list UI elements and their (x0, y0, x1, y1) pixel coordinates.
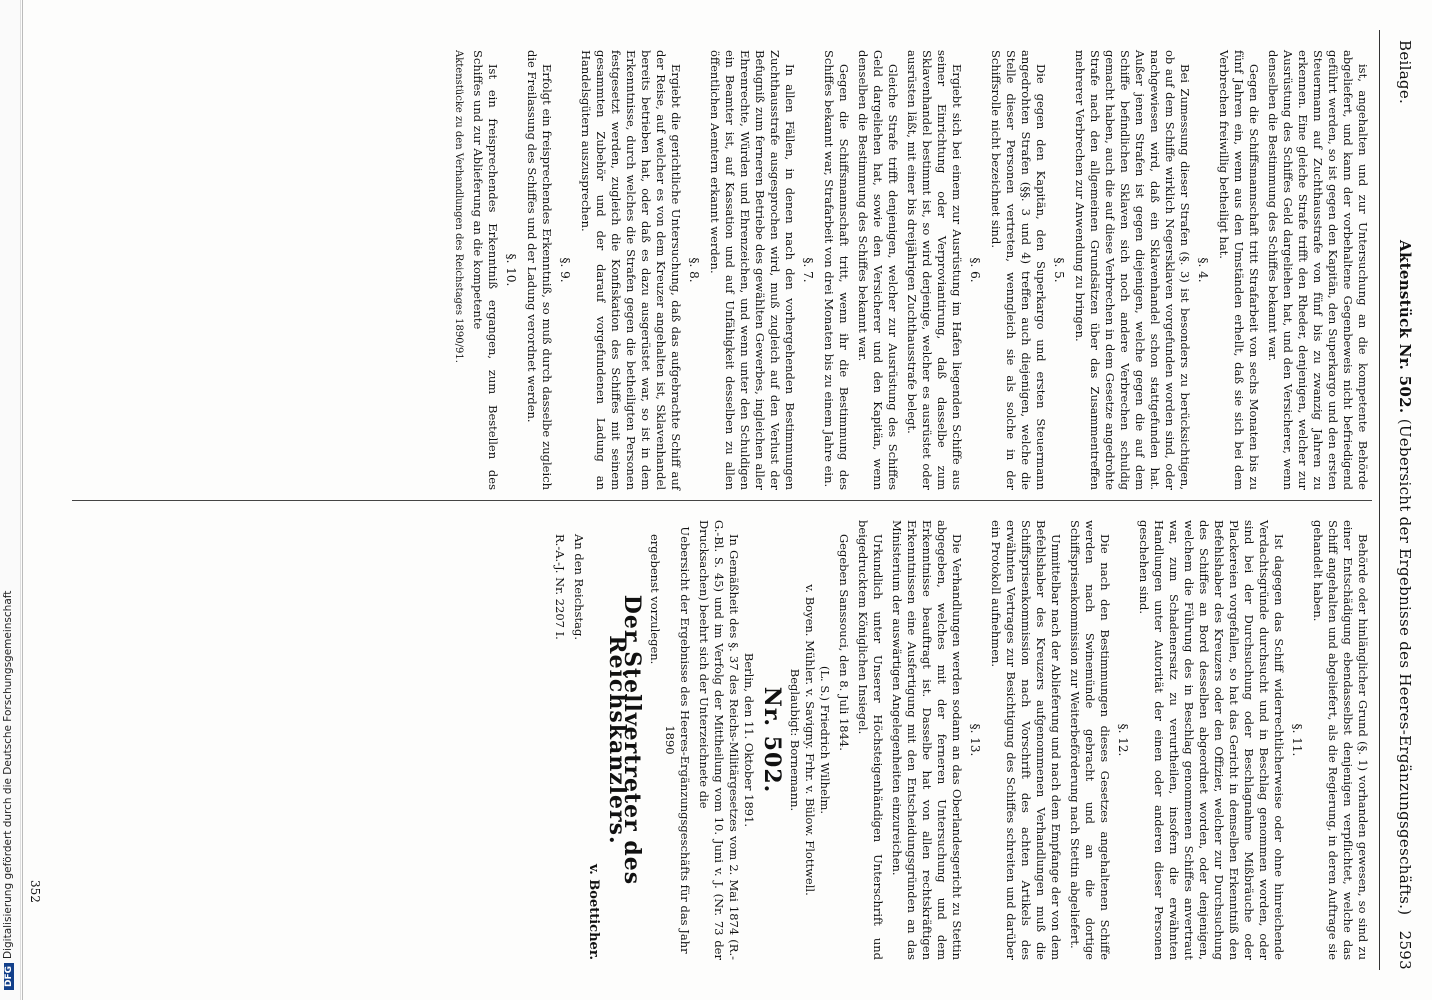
paragraph: Ergiebt die gerichtliche Untersuchung, daß das aufgebrachte Schiff auf der Reise, auf welcher es von dem Kreuzer angehalten ist, Sklavenhandel bereits betrieben hat, oder daß es dazu ausgerüstet war, so ist in dem Erkenntnisse, durch welches die Strafen gegen die betheiligten Personen festgesetzt werden, zugleich die Konfiskation des Schiffes mit seinem gesammten Zubehör und der darauf vorgefundenen Ladung an Handelsgütern auszusprechen. (579, 50, 683, 490)
paragraph: Behörde oder hinlänglicher Grund (§. 1) vorhanden gewesen, so sind zu einer Entschädigung ebendasselbst denjenigen verpflichtet, welche das Schiff angehalten und abgeliefert, als die Regierung, in deren Auftrage sie gehandelt haben. (1311, 520, 1370, 960)
section-heading: §. 9. (558, 257, 572, 283)
paragraph: Erfolgt ein freisprechendes Erkenntniß, so muß durch dasselbe zugleich die Freilassung des Schiffes und der Ladung verordnet werden. (525, 50, 554, 490)
header-page-number: 2593 (1396, 930, 1414, 970)
centered-line: Beglaubigt: Bornemann. (788, 668, 802, 812)
paragraph: Urkundlich unter Unserer Höchsteigenhändigen Unterschrift und beigedrucktem Königlichen Insiegel. (856, 520, 885, 960)
header-title: (Uebersicht der Ergebnisse des Heeres-Ergänzungsgeschäfts.) (1396, 418, 1414, 916)
signature: v. Boetticher. (586, 864, 601, 960)
left-column (451, 50, 1370, 490)
header-center: Aktenstück Nr. 502. (1396, 240, 1414, 414)
dfg-logo: DFG (4, 963, 14, 990)
bold-heading: Nr. 502. (759, 686, 785, 794)
running-header (1388, 40, 1414, 970)
centered-line: (L. S.) Friedrich Wilhelm. (818, 665, 832, 815)
paragraph: Ergiebt sich bei einem zur Ausrüstung im Hafen liegenden Schiffe aus seiner Einrichtung oder Verproviantirung, daß dasselbe zum Sklavenhandel bestimmt ist, so wird derjenige, welcher es ausrüstet oder ausrüsten läßt, mit einer bis dreijährigen Zuchthausstrafe belegt. (905, 50, 964, 490)
paragraph: ist, angehalten und zur Untersuchung an die kompetente Behörde abgeliefert, und kann der vorbehaltene Gegenbeweis nicht befriedigend geführt werden, so ist gegen den Kapitän, den Superkargo und den ersten Steuermann auf Zuchthausstrafe von fünf bis zu zwanzig Jahren zu erkennen. Eine gleiche Strafe trifft den Rheder, denjenigen, welcher zur Ausrüstung des Schiffes Geld dargeliehen hat, und den Versicherer, wenn denselben die Bestimmung des Schiffes bekannt war. (1266, 50, 1370, 490)
footnote: Aktenstücke zu den Verhandlungen des Reichstages 1890/91. (453, 50, 464, 363)
section-heading: §. 8. (687, 257, 701, 283)
section-heading: §. 11. (1290, 723, 1304, 757)
paragraph: Bei Zumessung dieser Strafen (§. 3) ist besonders zu berücksichtigen, ob auf dem Schiffe wirklich Negersklaven vorgefunden worden sind, oder nachgewiesen wird, daß ein Sklavenhandel schon stattgefunden hat. Außer jenen Strafen ist gegen diejenigen, welche gegen die auf dem Schiffe befindlichen Sklaven sich noch andere Verbrechen schuldig gemacht haben, auch die auf diese Verbrechen in dem Gesetze angedrohte Strafe nach den allgemeinen Grundsätzen über das Zusammentreffen mehrerer Verbrechen zur Anwendung zu bringen. (1073, 50, 1192, 490)
paragraph: Die nach den Bestimmungen dieses Gesetzes angehaltenen Schiffe werden nach Swinemünde gebracht und an die dortige Schiffsprisenkommission zur Weiterbeförderung nach Stettin abgeliefert. (1068, 520, 1112, 960)
paragraph: Gegeben Sanssouci, den 8. Juli 1844. (837, 534, 851, 751)
paragraph: Gegen die Schiffsmannschaft tritt, wenn ihr die Bestimmung des Schiffes bekannt war, Strafarbeit von drei Monaten bis zu einem Jahre ein. (822, 50, 851, 490)
header-right (1396, 419, 1414, 970)
paragraph: Ist ein freisprechendes Erkenntniß ergangen, zum Bestellen des Schiffes und zur Ablieferung an die kompetente (471, 50, 500, 490)
centered-line: v. Boyen. Mühler. v. Savigny. Frhr. v. Bülow. Flottwell. (803, 584, 817, 896)
paragraph: An den Reichstag. (572, 534, 586, 640)
header-left: Beilage. (1396, 40, 1414, 105)
header-rule (1379, 30, 1380, 970)
footer-page-number: 352 (28, 880, 42, 903)
paragraph: In allen Fällen, in denen nach den vorhergehenden Bestimmungen Zuchthausstrafe ausgesprochen wird, muß zugleich auf den Verlust der Befugniß zum ferneren Betriebe des gewählten Gewerbes, ingleichen aller Ehrenrechte, Würden und Ehrenzeichen, und wenn unter den Schuldigen ein Beamter ist, auf Kassation und auf Unfähigkeit desselben zu allen öffentlichen Aemtern erkannt werden. (708, 50, 797, 490)
section-heading: §. 6. (968, 257, 982, 283)
section-heading: §. 7. (801, 257, 815, 283)
paragraph: In Gemäßheit des §. 37 des Reichs-Militärgesetzes vom 2. Mai 1874 (R.-G.-Bl. S. 45) und im Verfolg der Mittheilung vom 10. Juni v. J. (Nr. 73 der Drucksachen) beehrt sich der Unterzeichnete die (697, 520, 741, 960)
paragraph: Die Verhandlungen werden sodann an das Oberlandesgericht zu Stettin abgegeben, welches mit der ferneren Untersuchung und dem Erkenntnisse beauftragt ist. Dasselbe hat von allen rechtskräftigen Erkenntnissen eine Ausfertigung mit den Entscheidungsgründen an das Ministerium der auswärtigen Angelegenheiten einzureichen. (890, 520, 964, 960)
paragraph: Gegen die Schiffsmannschaft tritt Strafarbeit von sechs Monaten bis zu fünf Jahren ein, wenn aus den Umständen erhellt, daß sie sich bei dem Verbrechen freiwillig betheiligt hat. (1217, 50, 1261, 490)
paragraph: Gleiche Strafe trifft denjenigen, welcher zur Ausrüstung des Schiffes Geld dargeliehen hat, sowie den Versicherer und den Kapitän, wenn denselben die Bestimmung des Schiffes bekannt war. (856, 50, 900, 490)
section-heading: §. 5. (1052, 257, 1066, 283)
section-heading: §. 13. (968, 723, 982, 757)
stamp-text: Digitalisierung gefördert durch die Deutsche Forschungsgemeinschaft (2, 590, 14, 959)
paragraph: Ist dagegen das Schiff widerrechtlicherweise oder ohne hinreichende Verdachtsgründe durchsucht und in Beschlag genommen worden, oder sind bei der Durchsuchung oder Beschlagnahme Mißbräuche oder Plackereien vorgefallen, so hat das Gericht in demselben Erkenntniß den Befehlshaber des Kreuzers oder den Offizier, welcher zur Durchsuchung des Schiffes an Bord desselben abgeordnet worden, oder denjenigen, welchem die Führung des in Beschlag genommenen Schiffes anvertraut war, zum Schadenersatz zu verurtheilen, insofern die erwähnten Handlungen unter Autorität der einen oder anderen dieser Personen geschehen sind. (1137, 520, 1286, 960)
paragraph: Unmittelbar nach der Ablieferung und nach dem Empfange der von dem Befehlshaber des Kreuzers aufgenommenen Verhandlungen muß die Schiffsprisenkommission nach Vorschrift des achten Artikels des erwähnten Vertrages zur Besichtigung des Schiffes schreiten und darüber ein Protokoll aufnehmen. (989, 520, 1063, 960)
rotated-page (12, 0, 1432, 1000)
column-divider (72, 500, 1372, 501)
centered-line: Uebersicht der Ergebnisse des Heeres-Ergänzungsgeschäfts für das Jahr 1890 (663, 526, 692, 954)
paragraph: ergebenst vorzulegen. (648, 534, 662, 665)
centered-line: Berlin, den 11. Oktober 1891. (742, 652, 756, 828)
section-heading: §. 10. (504, 253, 518, 287)
section-heading: §. 12. (1116, 723, 1130, 757)
right-column (548, 520, 1370, 960)
section-heading: §. 4. (1196, 257, 1210, 283)
bold-heading: Der Stellvertreter des Reichskanzlers. (604, 594, 645, 886)
paragraph: R.-A.-J. Nr. 2207 I. (553, 534, 567, 640)
paragraph: Die gegen den Kapitän, den Superkargo und ersten Steuermann angedrohten Strafen (§§. 3 und 4) treffen auch diejenigen, welche die Stelle dieser Personen vertreten, wenngleich sie als solche in der Schiffsrolle nicht bezeichnet sind. (989, 50, 1048, 490)
